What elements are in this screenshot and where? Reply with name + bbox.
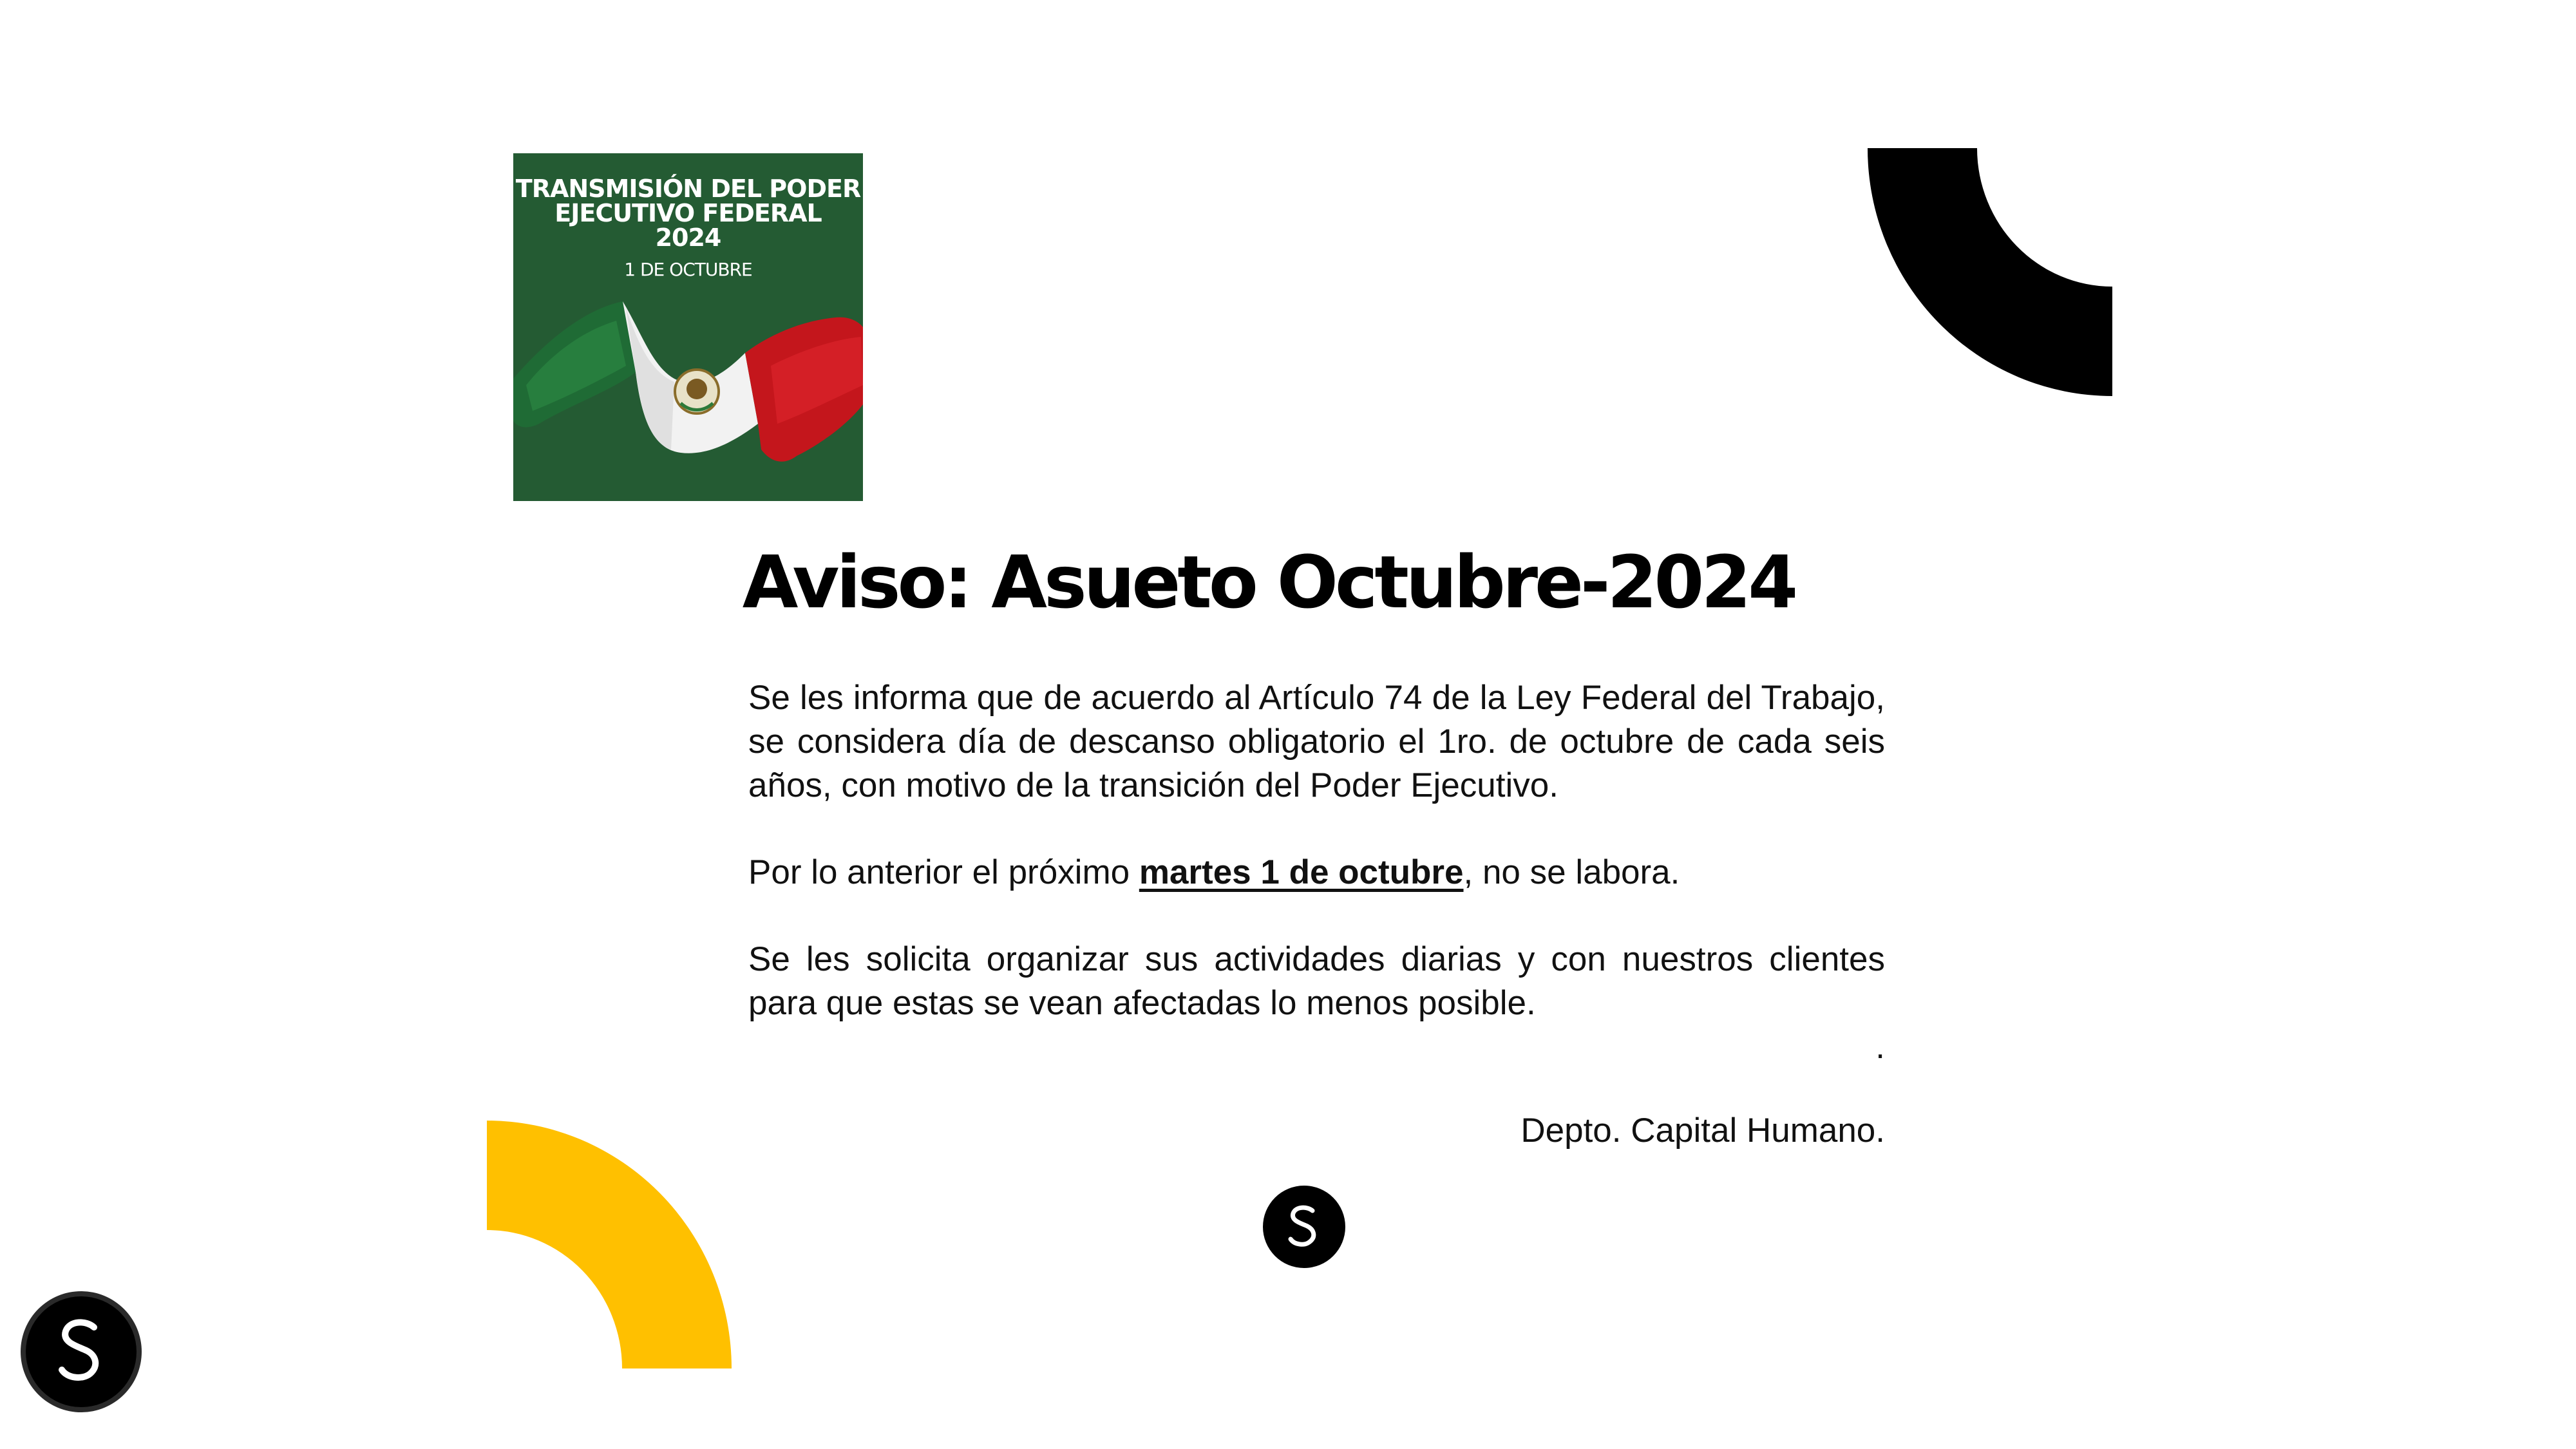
- decorative-arc-yellow: [487, 1121, 732, 1368]
- trailing-dot: .: [1875, 1028, 1885, 1066]
- paragraph-legal: Se les informa que de acuerdo al Artículo 74 de la Ley Federal del Trabajo, se considera día de descanso obligatorio el 1ro. de octubre de cada seis años, con motivo de la transición del Poder Ejecutivo.: [748, 679, 1885, 804]
- mexican-flag-icon: [513, 295, 863, 501]
- promo-image: [513, 153, 863, 501]
- signature: Depto. Capital Humano.: [1520, 1112, 1885, 1150]
- highlighted-date: martes 1 de octubre: [1139, 853, 1464, 891]
- decorative-arc-black: [1868, 148, 2112, 396]
- s-logo-icon: [1262, 1185, 1346, 1269]
- paragraph-date-lead: Por lo anterior el próximo: [748, 853, 1139, 891]
- paragraph-request: Se les solicita organizar sus actividades diarias y con nuestros clientes para que estas se vean afectadas lo menos posible.: [748, 940, 1885, 1022]
- paragraph-date-tail: , no se labora.: [1463, 853, 1680, 891]
- promo-date: 1 DE OCTUBRE: [624, 259, 752, 280]
- s-logo-corner-icon[interactable]: [19, 1290, 143, 1414]
- notice-title: Aviso: Asueto Octubre-2024: [742, 541, 1795, 625]
- paragraph-date: [748, 851, 1885, 895]
- promo-title: TRANSMISIÓN DEL PODER EJECUTIVO FEDERAL 2024: [515, 175, 861, 252]
- notice-body: [748, 676, 1885, 1153]
